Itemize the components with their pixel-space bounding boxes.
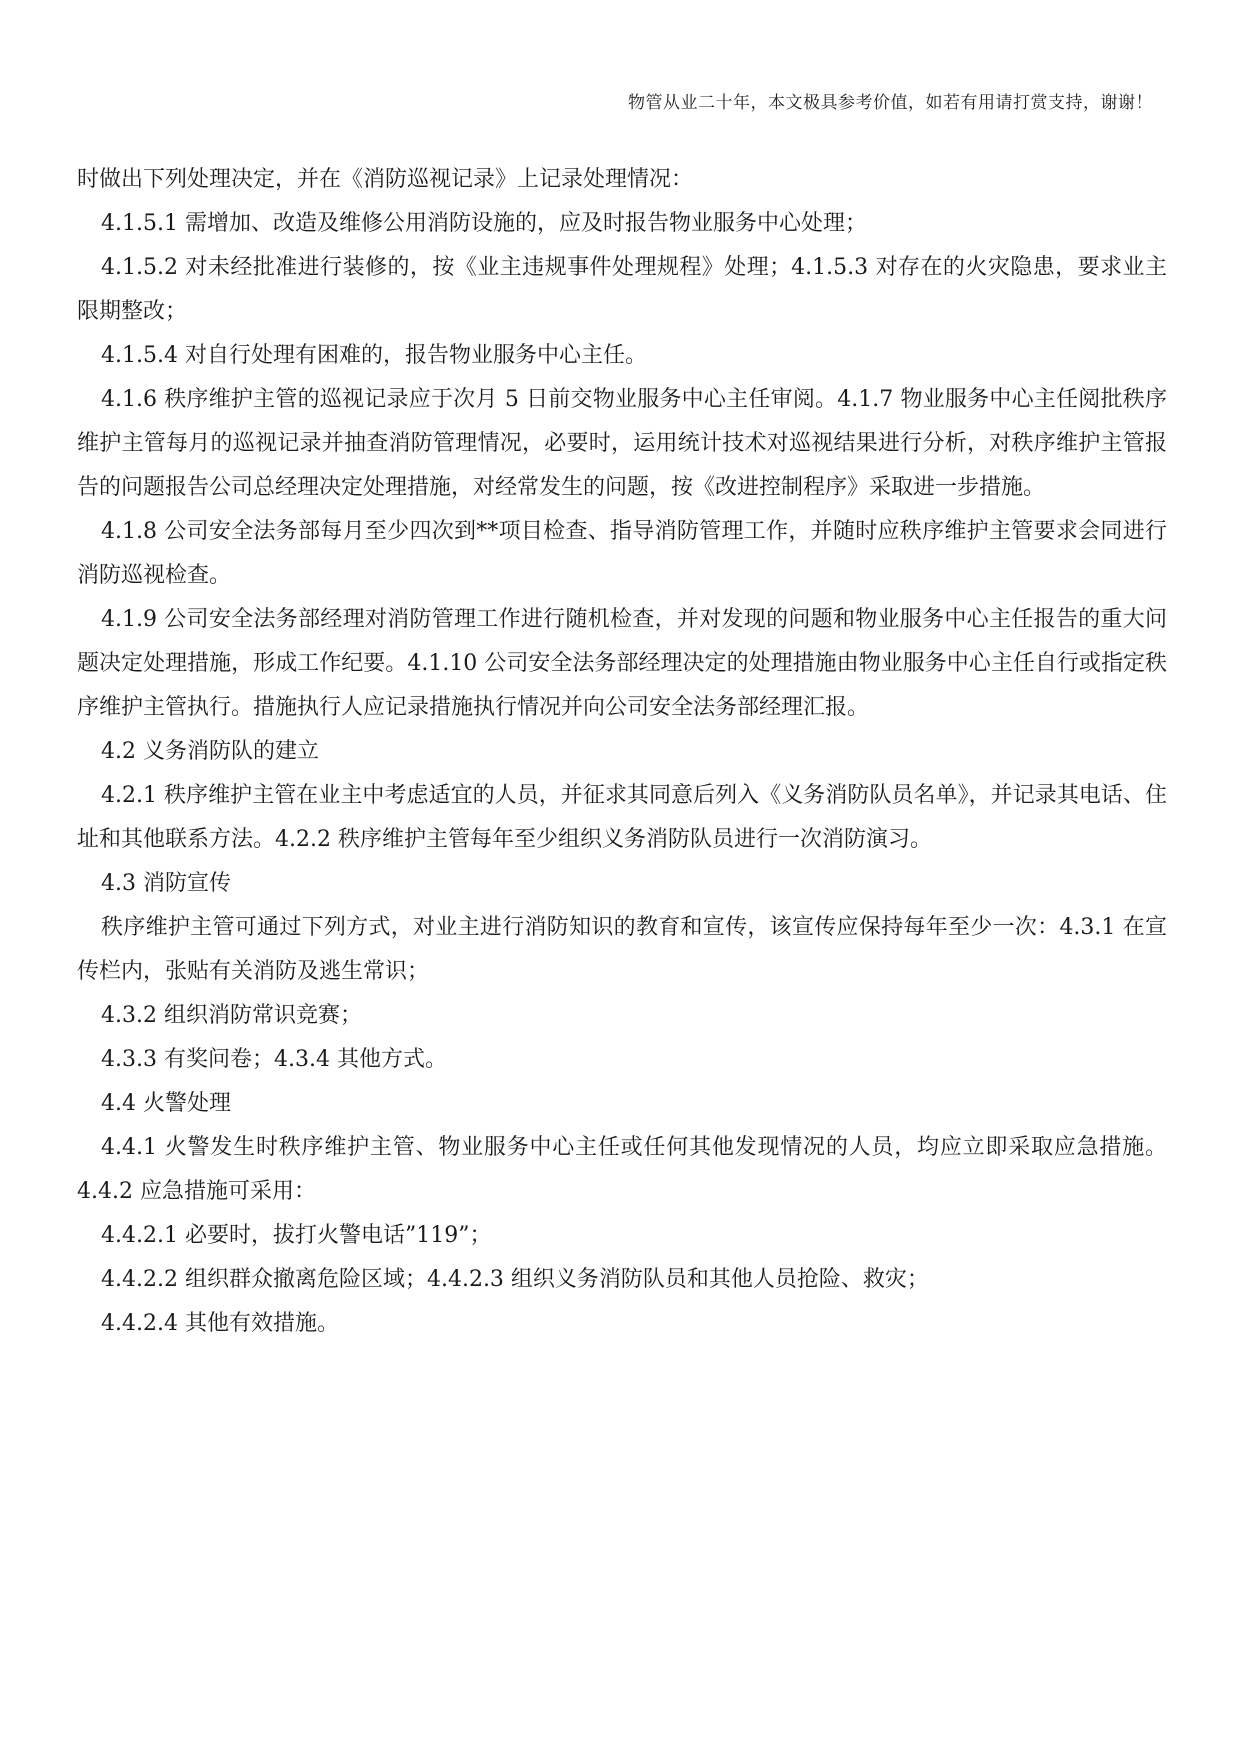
section-heading: 4.4 火警处理: [101, 1091, 231, 1116]
document-body: [77, 158, 1167, 1346]
paragraph: 4.1.5.1 需增加、改造及维修公用消防设施的，应及时报告物业服务中心处理；: [101, 211, 867, 236]
paragraph: 4.4.2.4 其他有效措施。: [101, 1311, 339, 1336]
paragraph: 4.1.9 公司安全法务部经理对消防管理工作进行随机检查，并对发现的问题和物业服务中心主任报告的重大问题决定处理措施，形成工作纪要。4.1.10 公司安全法务部经理决定的处理措施由物业服务中心主任自行或指定秩序维护主管执行。措施执行人应记录措施执行情况并向公司安全法务部经理汇报。: [77, 607, 1167, 720]
section-heading: 4.3 消防宣传: [101, 871, 231, 896]
paragraph: 时做出下列处理决定，并在《消防巡视记录》上记录处理情况：: [77, 167, 694, 192]
paragraph: 4.1.5.4 对自行处理有困难的，报告物业服务中心主任。: [101, 343, 647, 368]
paragraph: 4.1.8 公司安全法务部每月至少四次到**项目检查、指导消防管理工作，并随时应秩序维护主管要求会同进行消防巡视检查。: [77, 519, 1167, 588]
paragraph: 4.3.2 组织消防常识竞赛；: [101, 1003, 362, 1028]
paragraph: 4.3.3 有奖问卷；4.3.4 其他方式。: [101, 1047, 447, 1072]
page-header-note: 物管从业二十年，本文极具参考价值，如若有用请打赏支持，谢谢！: [628, 93, 1153, 113]
section-heading: 4.2 义务消防队的建立: [101, 739, 319, 764]
paragraph: 4.2.1 秩序维护主管在业主中考虑适宜的人员，并征求其同意后列入《义务消防队员名单》，并记录其电话、住址和其他联系方法。4.2.2 秩序维护主管每年至少组织义务消防队员进行一次消防演习。: [77, 783, 1167, 852]
paragraph: 4.4.2.1 必要时，拔打火警电话”119”；: [101, 1223, 492, 1248]
paragraph: 4.1.5.2 对未经批准进行装修的，按《业主违规事件处理规程》处理；4.1.5.3 对存在的火灾隐患，要求业主限期整改；: [77, 255, 1167, 324]
paragraph: 秩序维护主管可通过下列方式，对业主进行消防知识的教育和宣传，该宣传应保持每年至少一次：4.3.1 在宣传栏内，张贴有关消防及逃生常识；: [77, 915, 1167, 984]
paragraph: 4.1.6 秩序维护主管的巡视记录应于次月 5 日前交物业服务中心主任审阅。4.1.7 物业服务中心主任阅批秩序维护主管每月的巡视记录并抽查消防管理情况，必要时，运用统计技术对巡视结果进行分析，对秩序维护主管报告的问题报告公司总经理决定处理措施，对经常发生的问题，按《改进控制程序》采取进一步措施。: [77, 387, 1167, 500]
paragraph: 4.4.1 火警发生时秩序维护主管、物业服务中心主任或任何其他发现情况的人员，均应立即采取应急措施。4.4.2 应急措施可采用：: [77, 1135, 1167, 1204]
paragraph: 4.4.2.2 组织群众撤离危险区域；4.4.2.3 组织义务消防队员和其他人员抢险、救灾；: [101, 1267, 929, 1292]
